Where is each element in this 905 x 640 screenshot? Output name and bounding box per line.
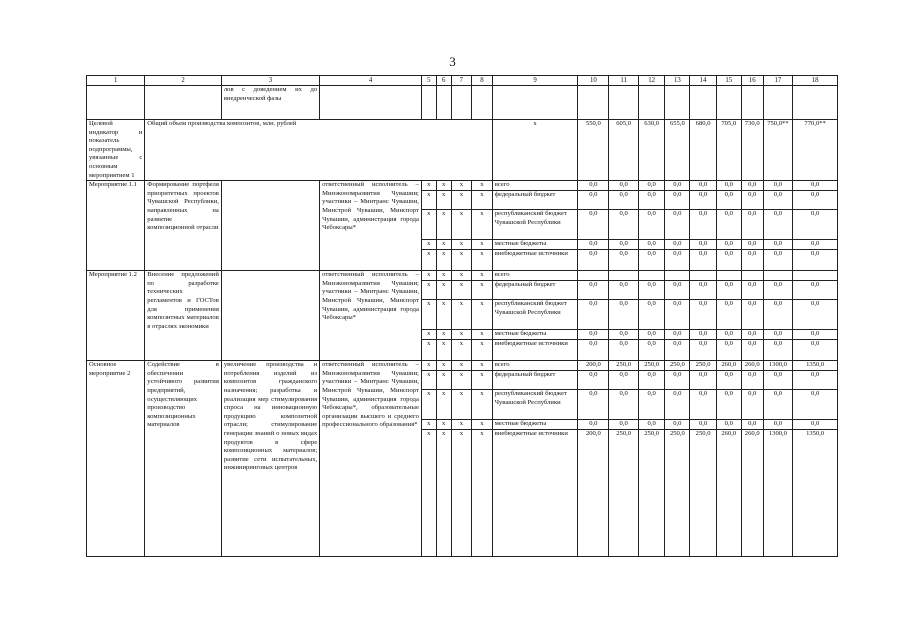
code-cell: x xyxy=(451,191,472,210)
funding-value xyxy=(665,271,690,281)
column-number: 16 xyxy=(741,76,763,86)
column-number: 9 xyxy=(492,76,578,86)
funding-value: 0,0 xyxy=(639,210,665,240)
indicator-value: 730,0 xyxy=(741,120,763,181)
funding-value: 0,0 xyxy=(665,281,690,300)
funding-value: 0,0 xyxy=(578,250,609,271)
funding-value: 0,0 xyxy=(741,420,763,430)
funding-value: 0,0 xyxy=(690,210,716,240)
funding-value: 0,0 xyxy=(690,340,716,361)
funding-value: 0,0 xyxy=(639,371,665,390)
funding-value: 0,0 xyxy=(665,420,690,430)
funding-value: 0,0 xyxy=(665,371,690,390)
event-description: Формирование портфеля приоритетных проектов Чувашской Республики, направленных на развитие композиционной отрасли xyxy=(145,181,222,271)
indicator-value: 705,0 xyxy=(716,120,741,181)
funding-source: всего xyxy=(492,271,578,281)
code-cell: x xyxy=(436,430,451,557)
column-number: 7 xyxy=(451,76,472,86)
funding-source: всего xyxy=(492,361,578,371)
code-cell: x xyxy=(421,181,436,191)
column-number: 14 xyxy=(690,76,716,86)
event-responsible: ответственный исполнитель – Минэкономразвития Чувашии; участники – Минтранс Чувашии, Минстрой Чувашии, Минспорт Чувашии, администрация города Чебоксары* xyxy=(320,181,422,271)
funding-value: 0,0 xyxy=(793,390,838,420)
column-number: 11 xyxy=(609,76,639,86)
event-responsible: ответственный исполнитель – Минэкономразвития Чувашии; участники – Минтранс Чувашии, Минстрой Чувашии, Минспорт Чувашии, администрация города Чебоксары*, образовательные организации высшего и среднего профессионального образования* xyxy=(320,361,422,557)
funding-value: 260,0 xyxy=(741,430,763,557)
funding-value: 0,0 xyxy=(639,250,665,271)
column-number: 3 xyxy=(221,76,319,86)
source-row xyxy=(87,181,838,191)
code-cell: x xyxy=(451,430,472,557)
funding-value: 0,0 xyxy=(716,281,741,300)
indicator-value: 655,0 xyxy=(665,120,690,181)
funding-value: 0,0 xyxy=(716,240,741,250)
code-cell: x xyxy=(436,390,451,420)
column-number: 18 xyxy=(793,76,838,86)
funding-value: 0,0 xyxy=(609,390,639,420)
page-number: 3 xyxy=(449,54,456,69)
funding-value: 0,0 xyxy=(763,210,793,240)
funding-value: 0,0 xyxy=(690,330,716,340)
funding-value: 0,0 xyxy=(716,371,741,390)
column-number: 6 xyxy=(436,76,451,86)
code-cell: x xyxy=(472,361,493,371)
funding-value: 0,0 xyxy=(793,191,838,210)
funding-source: внебюджетные источники xyxy=(492,250,578,271)
code-cell: x xyxy=(436,271,451,281)
indicator-text: Общий объем производства композитов, млн. рублей xyxy=(145,120,492,181)
funding-value: 0,0 xyxy=(665,210,690,240)
indicator-value: 770,0** xyxy=(793,120,838,181)
code-cell: x xyxy=(472,330,493,340)
funding-value: 250,0 xyxy=(639,361,665,371)
funding-value: 250,0 xyxy=(690,361,716,371)
funding-value: 0,0 xyxy=(578,191,609,210)
funding-value: 0,0 xyxy=(763,390,793,420)
funding-value: 0,0 xyxy=(578,390,609,420)
code-cell: x xyxy=(436,250,451,271)
funding-value: 0,0 xyxy=(690,371,716,390)
funding-value: 0,0 xyxy=(578,210,609,240)
funding-value: 0,0 xyxy=(793,300,838,330)
column-number: 2 xyxy=(145,76,222,86)
funding-value: 0,0 xyxy=(763,340,793,361)
funding-source: республиканский бюджет Чувашской Республики xyxy=(492,390,578,420)
funding-value: 0,0 xyxy=(741,281,763,300)
funding-value: 250,0 xyxy=(665,430,690,557)
code-cell: x xyxy=(451,340,472,361)
funding-value: 0,0 xyxy=(741,371,763,390)
funding-value: 0,0 xyxy=(578,420,609,430)
funding-value xyxy=(763,271,793,281)
funding-value: 0,0 xyxy=(690,250,716,271)
funding-value: 0,0 xyxy=(793,210,838,240)
funding-value: 0,0 xyxy=(578,340,609,361)
funding-value: 0,0 xyxy=(639,191,665,210)
code-cell: x xyxy=(472,430,493,557)
funding-value: 0,0 xyxy=(639,330,665,340)
indicator-row xyxy=(87,120,838,181)
funding-value: 0,0 xyxy=(763,281,793,300)
funding-value: 0,0 xyxy=(609,181,639,191)
funding-value: 0,0 xyxy=(665,390,690,420)
funding-value xyxy=(690,271,716,281)
funding-value: 250,0 xyxy=(690,430,716,557)
funding-value: 0,0 xyxy=(609,250,639,271)
code-cell: x xyxy=(472,281,493,300)
program-table xyxy=(86,75,838,557)
indicator-value: 550,0 xyxy=(578,120,609,181)
funding-value: 0,0 xyxy=(609,281,639,300)
funding-value: 0,0 xyxy=(609,191,639,210)
funding-value: 0,0 xyxy=(741,210,763,240)
funding-value: 0,0 xyxy=(690,390,716,420)
funding-value: 0,0 xyxy=(716,300,741,330)
column-number: 12 xyxy=(639,76,665,86)
funding-value xyxy=(578,271,609,281)
column-number: 15 xyxy=(716,76,741,86)
code-cell: x xyxy=(436,181,451,191)
funding-value: 250,0 xyxy=(639,430,665,557)
funding-value: 0,0 xyxy=(793,330,838,340)
column-number: 8 xyxy=(472,76,493,86)
event-responsible: ответственный исполнитель – Минэкономразвития Чувашии; участники – Минтранс Чувашии, Минстрой Чувашии, Минспорт Чувашии, администрация города Чебоксары* xyxy=(320,271,422,361)
event-description: Содействие в обеспечении устойчивого развития предприятий, осуществляющих производство композиционных материалов xyxy=(145,361,222,557)
funding-value: 0,0 xyxy=(639,390,665,420)
funding-value: 0,0 xyxy=(690,181,716,191)
column-number: 1 xyxy=(87,76,145,86)
code-cell: x xyxy=(436,420,451,430)
funding-value: 0,0 xyxy=(763,330,793,340)
funding-value: 0,0 xyxy=(763,250,793,271)
funding-source: местные бюджеты xyxy=(492,240,578,250)
event-label: Мероприятие 1.2 xyxy=(87,271,145,361)
event-result: увеличение производства и потребления изделий из композитов гражданского назначения; разработка и реализация мер стимулирования спроса на инновационную продукцию композитной отрасли; стимулирование генерации знаний о новых видах продуктов в сфере композиционных материалов; развитие сети испытательных, инжиниринговых центров xyxy=(221,361,319,557)
code-cell: x xyxy=(472,340,493,361)
funding-value: 0,0 xyxy=(716,181,741,191)
funding-value: 1350,0 xyxy=(793,430,838,557)
code-cell: x xyxy=(436,281,451,300)
funding-value: 0,0 xyxy=(690,420,716,430)
funding-value: 0,0 xyxy=(639,181,665,191)
funding-value: 0,0 xyxy=(716,250,741,271)
code-cell: x xyxy=(451,300,472,330)
column-number: 13 xyxy=(665,76,690,86)
code-cell: x xyxy=(451,281,472,300)
funding-value xyxy=(793,271,838,281)
code-cell: x xyxy=(436,371,451,390)
indicator-value: 630,0 xyxy=(639,120,665,181)
code-cell: x xyxy=(421,210,436,240)
funding-value xyxy=(741,271,763,281)
funding-source: республиканский бюджет Чувашской Республики xyxy=(492,210,578,240)
funding-value: 0,0 xyxy=(716,390,741,420)
funding-value: 0,0 xyxy=(665,181,690,191)
funding-value: 0,0 xyxy=(690,300,716,330)
funding-value: 0,0 xyxy=(665,340,690,361)
funding-value: 0,0 xyxy=(609,371,639,390)
code-cell: x xyxy=(421,271,436,281)
code-cell: x xyxy=(436,340,451,361)
funding-value: 0,0 xyxy=(763,240,793,250)
funding-value: 260,0 xyxy=(716,430,741,557)
funding-value: 0,0 xyxy=(716,191,741,210)
funding-value: 0,0 xyxy=(639,240,665,250)
column-number: 5 xyxy=(421,76,436,86)
code-cell: x xyxy=(451,361,472,371)
code-cell: x xyxy=(451,250,472,271)
funding-value: 0,0 xyxy=(609,340,639,361)
funding-value: 0,0 xyxy=(578,181,609,191)
funding-value: 0,0 xyxy=(665,300,690,330)
funding-source: местные бюджеты xyxy=(492,420,578,430)
funding-value: 0,0 xyxy=(793,420,838,430)
code-cell: x xyxy=(451,240,472,250)
source-row xyxy=(87,361,838,371)
funding-value: 1350,0 xyxy=(793,361,838,371)
code-cell: x xyxy=(421,330,436,340)
funding-value: 1300,0 xyxy=(763,361,793,371)
indicator-x: x xyxy=(492,120,578,181)
funding-value: 0,0 xyxy=(763,371,793,390)
funding-value: 0,0 xyxy=(609,210,639,240)
code-cell: x xyxy=(436,300,451,330)
indicator-value: 605,0 xyxy=(609,120,639,181)
funding-value: 0,0 xyxy=(609,300,639,330)
funding-value: 0,0 xyxy=(716,210,741,240)
continuation-row xyxy=(87,86,838,120)
indicator-value: 680,0 xyxy=(690,120,716,181)
code-cell: x xyxy=(472,181,493,191)
code-cell: x xyxy=(436,361,451,371)
funding-value: 0,0 xyxy=(690,191,716,210)
event-result xyxy=(221,181,319,271)
funding-value: 0,0 xyxy=(741,340,763,361)
funding-value: 0,0 xyxy=(578,371,609,390)
code-cell: x xyxy=(472,191,493,210)
funding-value: 1300,0 xyxy=(763,430,793,557)
code-cell: x xyxy=(472,390,493,420)
funding-value: 0,0 xyxy=(578,300,609,330)
funding-value xyxy=(609,271,639,281)
code-cell: x xyxy=(451,390,472,420)
funding-value: 0,0 xyxy=(741,191,763,210)
funding-value: 0,0 xyxy=(741,390,763,420)
code-cell: x xyxy=(436,210,451,240)
funding-value: 0,0 xyxy=(741,300,763,330)
funding-value: 0,0 xyxy=(665,250,690,271)
funding-value: 0,0 xyxy=(763,300,793,330)
funding-value: 260,0 xyxy=(716,361,741,371)
funding-source: федеральный бюджет xyxy=(492,191,578,210)
funding-value: 0,0 xyxy=(690,240,716,250)
funding-value: 250,0 xyxy=(665,361,690,371)
event-label: Мероприятие 1.1 xyxy=(87,181,145,271)
funding-source: федеральный бюджет xyxy=(492,281,578,300)
funding-value: 0,0 xyxy=(741,240,763,250)
column-numbers-row xyxy=(87,76,838,86)
code-cell: x xyxy=(436,191,451,210)
code-cell: x xyxy=(421,420,436,430)
funding-value: 0,0 xyxy=(793,371,838,390)
code-cell: x xyxy=(451,181,472,191)
funding-value: 0,0 xyxy=(741,330,763,340)
funding-source: внебюджетные источники xyxy=(492,430,578,557)
code-cell: x xyxy=(436,240,451,250)
funding-value: 0,0 xyxy=(793,240,838,250)
funding-value: 0,0 xyxy=(609,330,639,340)
event-description: Внесение предложений по разработке технических регламентов и ГОСТов для применения композитных материалов в отраслях экономики xyxy=(145,271,222,361)
funding-value xyxy=(716,271,741,281)
funding-source: федеральный бюджет xyxy=(492,371,578,390)
funding-value: 0,0 xyxy=(609,420,639,430)
code-cell: x xyxy=(436,330,451,340)
funding-source: внебюджетные источники xyxy=(492,340,578,361)
code-cell: x xyxy=(421,340,436,361)
funding-source: республиканский бюджет Чувашской Республики xyxy=(492,300,578,330)
funding-value: 0,0 xyxy=(763,191,793,210)
funding-value: 0,0 xyxy=(793,340,838,361)
event-result xyxy=(221,271,319,361)
funding-value: 0,0 xyxy=(793,281,838,300)
funding-value: 250,0 xyxy=(609,430,639,557)
funding-value: 0,0 xyxy=(690,281,716,300)
funding-value: 0,0 xyxy=(578,330,609,340)
code-cell: x xyxy=(421,430,436,557)
funding-value: 0,0 xyxy=(716,330,741,340)
funding-value: 0,0 xyxy=(578,240,609,250)
funding-value: 0,0 xyxy=(639,300,665,330)
funding-value: 250,0 xyxy=(609,361,639,371)
code-cell: x xyxy=(421,361,436,371)
code-cell: x xyxy=(451,371,472,390)
column-number: 4 xyxy=(320,76,422,86)
code-cell: x xyxy=(421,390,436,420)
column-number: 10 xyxy=(578,76,609,86)
code-cell: x xyxy=(421,191,436,210)
funding-value: 0,0 xyxy=(793,250,838,271)
code-cell: x xyxy=(421,240,436,250)
continuation-text: лов с доведением их до внедренческой фазы xyxy=(221,86,319,120)
funding-value: 0,0 xyxy=(578,281,609,300)
code-cell: x xyxy=(472,250,493,271)
code-cell: x xyxy=(472,240,493,250)
event-label: Основное мероприятие 2 xyxy=(87,361,145,557)
funding-value: 0,0 xyxy=(741,181,763,191)
code-cell: x xyxy=(421,250,436,271)
code-cell: x xyxy=(421,371,436,390)
funding-value: 0,0 xyxy=(763,420,793,430)
funding-value: 0,0 xyxy=(665,330,690,340)
funding-value: 0,0 xyxy=(793,181,838,191)
code-cell: x xyxy=(472,271,493,281)
funding-source: местные бюджеты xyxy=(492,330,578,340)
funding-value: 0,0 xyxy=(665,191,690,210)
code-cell: x xyxy=(472,300,493,330)
code-cell: x xyxy=(451,271,472,281)
funding-value: 0,0 xyxy=(741,250,763,271)
funding-value: 0,0 xyxy=(716,420,741,430)
funding-value: 0,0 xyxy=(639,340,665,361)
indicator-value: 750,0** xyxy=(763,120,793,181)
code-cell: x xyxy=(472,420,493,430)
code-cell: x xyxy=(421,281,436,300)
funding-value xyxy=(639,271,665,281)
funding-value: 0,0 xyxy=(716,340,741,361)
code-cell: x xyxy=(451,210,472,240)
funding-value: 0,0 xyxy=(609,240,639,250)
funding-value: 0,0 xyxy=(665,240,690,250)
code-cell: x xyxy=(472,210,493,240)
column-number: 17 xyxy=(763,76,793,86)
source-row xyxy=(87,271,838,281)
funding-value: 200,0 xyxy=(578,361,609,371)
funding-value: 200,0 xyxy=(578,430,609,557)
code-cell: x xyxy=(451,420,472,430)
funding-value: 0,0 xyxy=(639,281,665,300)
funding-value: 260,0 xyxy=(741,361,763,371)
indicator-label: Целевой индикатор и показатель подпрограммы, увязанные с основным мероприятием 1 xyxy=(87,120,145,181)
code-cell: x xyxy=(451,330,472,340)
code-cell: x xyxy=(421,300,436,330)
funding-source: всего xyxy=(492,181,578,191)
funding-value: 0,0 xyxy=(763,181,793,191)
funding-value: 0,0 xyxy=(639,420,665,430)
code-cell: x xyxy=(472,371,493,390)
